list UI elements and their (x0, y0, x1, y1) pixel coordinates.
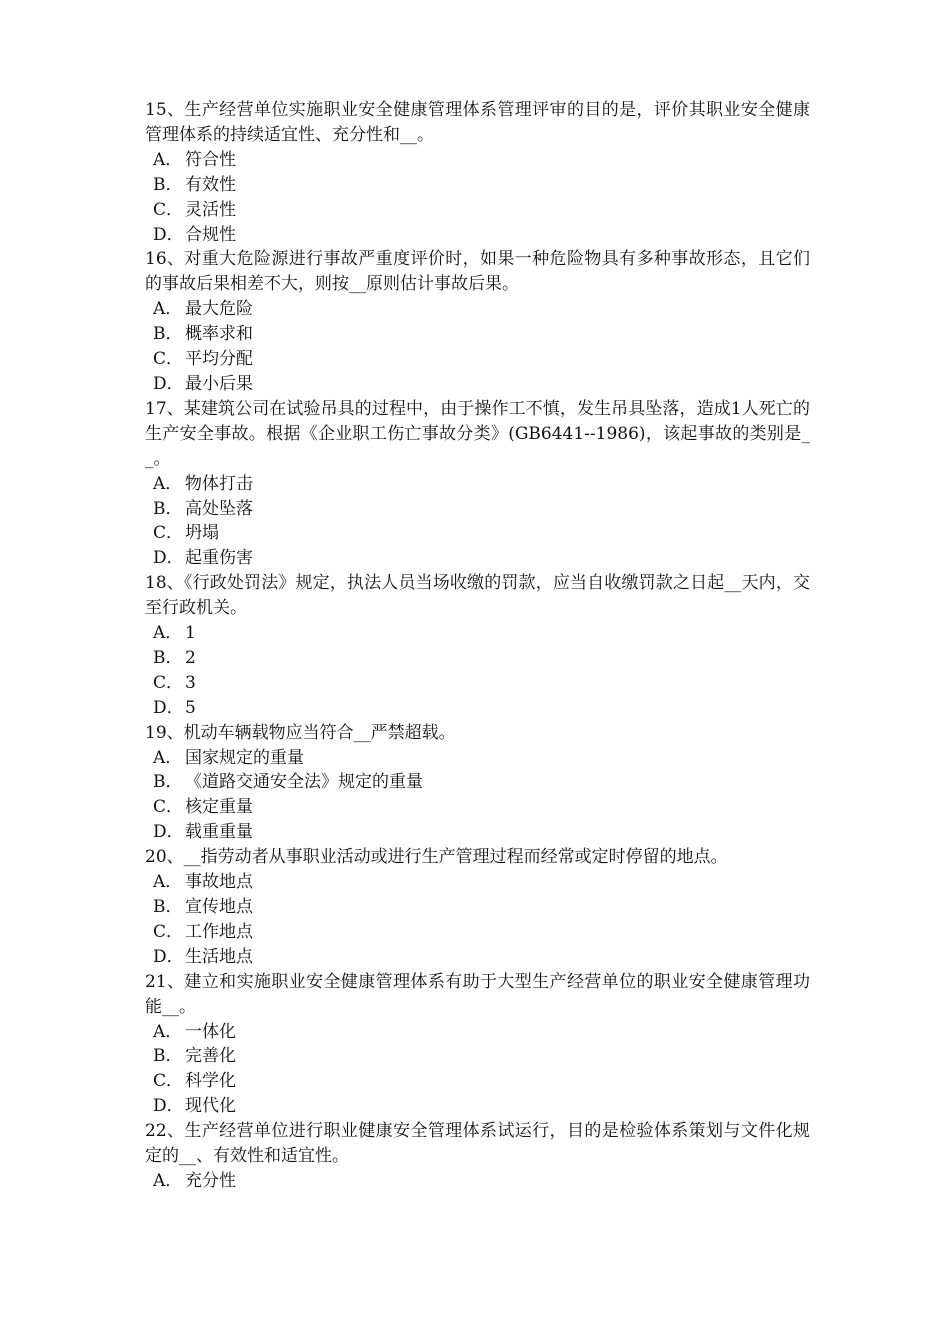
option-letter: C． (153, 797, 184, 818)
option-text: 载重重量 (185, 822, 253, 843)
option-letter: A． (153, 623, 183, 644)
answer-option (145, 770, 810, 795)
answer-option (145, 646, 810, 671)
option-text: 《道路交通安全法》规定的重量 (185, 772, 423, 793)
answer-option (145, 297, 810, 322)
answer-option (145, 1020, 810, 1045)
option-text: 最小后果 (185, 373, 253, 394)
option-letter: D． (153, 1096, 184, 1117)
question-block (145, 247, 810, 396)
answer-option (145, 1044, 810, 1069)
question-text: 20、__指劳动者从事职业活动或进行生产管理过程而经常或定时停留的地点。 (145, 847, 728, 868)
option-letter: C． (153, 349, 184, 370)
option-letter: A． (153, 1021, 183, 1042)
option-text: 充分性 (185, 1170, 236, 1191)
option-text: 概率求和 (185, 324, 253, 345)
option-text: 国家规定的重量 (185, 747, 304, 768)
option-text: 现代化 (185, 1096, 236, 1117)
question-block (145, 845, 810, 970)
answer-option (145, 347, 810, 372)
answer-option (145, 521, 810, 546)
option-text: 生活地点 (185, 946, 253, 967)
question-block (145, 98, 810, 247)
option-letter: B． (153, 897, 183, 917)
option-letter: B． (153, 1046, 183, 1067)
option-text: 宣传地点 (185, 897, 253, 917)
answer-option (145, 621, 810, 646)
question-text: 17、某建筑公司在试验吊具的过程中，由于操作工不慎，发生吊具坠落，造成1人死亡的生产安全事故。根据《企业职工伤亡事故分类》(GB6441--1986)，该起事故的类别是__。 (145, 398, 810, 469)
option-letter: C． (153, 921, 184, 942)
option-text: 起重伤害 (185, 548, 253, 569)
option-text: 平均分配 (185, 349, 253, 370)
option-text: 1 (185, 623, 196, 644)
answer-option (145, 920, 810, 945)
option-letter: A． (153, 149, 183, 170)
answer-option (145, 895, 810, 920)
answer-option (145, 746, 810, 771)
answer-option (145, 1094, 810, 1119)
answer-option (145, 671, 810, 696)
question-text: 19、机动车辆载物应当符合__严禁超载。 (145, 722, 456, 743)
option-letter: C． (153, 199, 184, 220)
answer-option (145, 945, 810, 970)
answer-option (145, 173, 810, 198)
question-block (145, 571, 810, 720)
option-letter: C． (153, 1071, 184, 1092)
question-text: 21、建立和实施职业安全健康管理体系有助于大型生产经营单位的职业安全健康管理功能__。 (145, 971, 810, 1017)
option-letter: B． (153, 498, 183, 519)
option-text: 物体打击 (185, 473, 253, 494)
option-letter: B． (153, 772, 183, 793)
option-text: 最大危险 (185, 299, 253, 320)
option-text: 2 (185, 647, 196, 668)
answer-option (145, 820, 810, 845)
answer-option (145, 870, 810, 895)
answer-option (145, 1069, 810, 1094)
answer-option (145, 546, 810, 571)
answer-option (145, 1169, 810, 1194)
answer-option (145, 198, 810, 223)
option-letter: A． (153, 299, 183, 320)
option-text: 5 (185, 697, 196, 718)
question-block (145, 721, 810, 846)
option-text: 3 (185, 672, 196, 693)
answer-option (145, 497, 810, 522)
option-letter: A． (153, 1170, 183, 1191)
option-text: 灵活性 (185, 199, 236, 220)
option-text: 一体化 (185, 1021, 236, 1042)
option-text: 有效性 (185, 174, 236, 195)
option-text: 完善化 (185, 1046, 236, 1067)
option-letter: A． (153, 473, 183, 494)
option-text: 核定重量 (185, 797, 253, 818)
answer-option (145, 372, 810, 397)
question-text: 16、对重大危险源进行事故严重度评价时，如果一种危险物具有多种事故形态，且它们的事故后果相差不大，则按__原则估计事故后果。 (145, 249, 810, 295)
option-letter: D． (153, 373, 184, 394)
answer-option (145, 148, 810, 173)
answer-option (145, 696, 810, 721)
option-letter: D． (153, 697, 184, 718)
question-text: 18、《行政处罚法》规定，执法人员当场收缴的罚款，应当自收缴罚款之日起__天内，交至行政机关。 (145, 573, 810, 619)
document-page (145, 98, 810, 1194)
option-letter: A． (153, 747, 183, 768)
option-letter: B． (153, 324, 183, 345)
option-text: 坍塌 (185, 523, 219, 544)
question-block (145, 397, 810, 571)
option-text: 合规性 (185, 224, 236, 245)
option-text: 高处坠落 (185, 498, 253, 519)
question-text: 15、生产经营单位实施职业安全健康管理体系管理评审的目的是，评价其职业安全健康管理体系的持续适宜性、充分性和__。 (145, 100, 810, 145)
answer-option (145, 795, 810, 820)
option-letter: A． (153, 872, 183, 893)
option-letter: D． (153, 822, 184, 843)
answer-option (145, 322, 810, 347)
option-letter: C． (153, 672, 184, 693)
answer-option (145, 223, 810, 248)
option-letter: B． (153, 647, 183, 668)
option-letter: D． (153, 946, 184, 967)
question-block (145, 970, 810, 1119)
question-text: 22、生产经营单位进行职业健康安全管理体系试运行，目的是检验体系策划与文件化规定的__、有效性和适宜性。 (145, 1121, 810, 1167)
option-text: 事故地点 (185, 872, 253, 893)
question-block (145, 1119, 810, 1194)
option-letter: D． (153, 224, 184, 245)
option-text: 符合性 (185, 149, 236, 170)
option-letter: C． (153, 523, 184, 544)
answer-option (145, 472, 810, 497)
option-letter: D． (153, 548, 184, 569)
option-text: 工作地点 (185, 921, 253, 942)
option-letter: B． (153, 174, 183, 195)
option-text: 科学化 (185, 1071, 236, 1092)
